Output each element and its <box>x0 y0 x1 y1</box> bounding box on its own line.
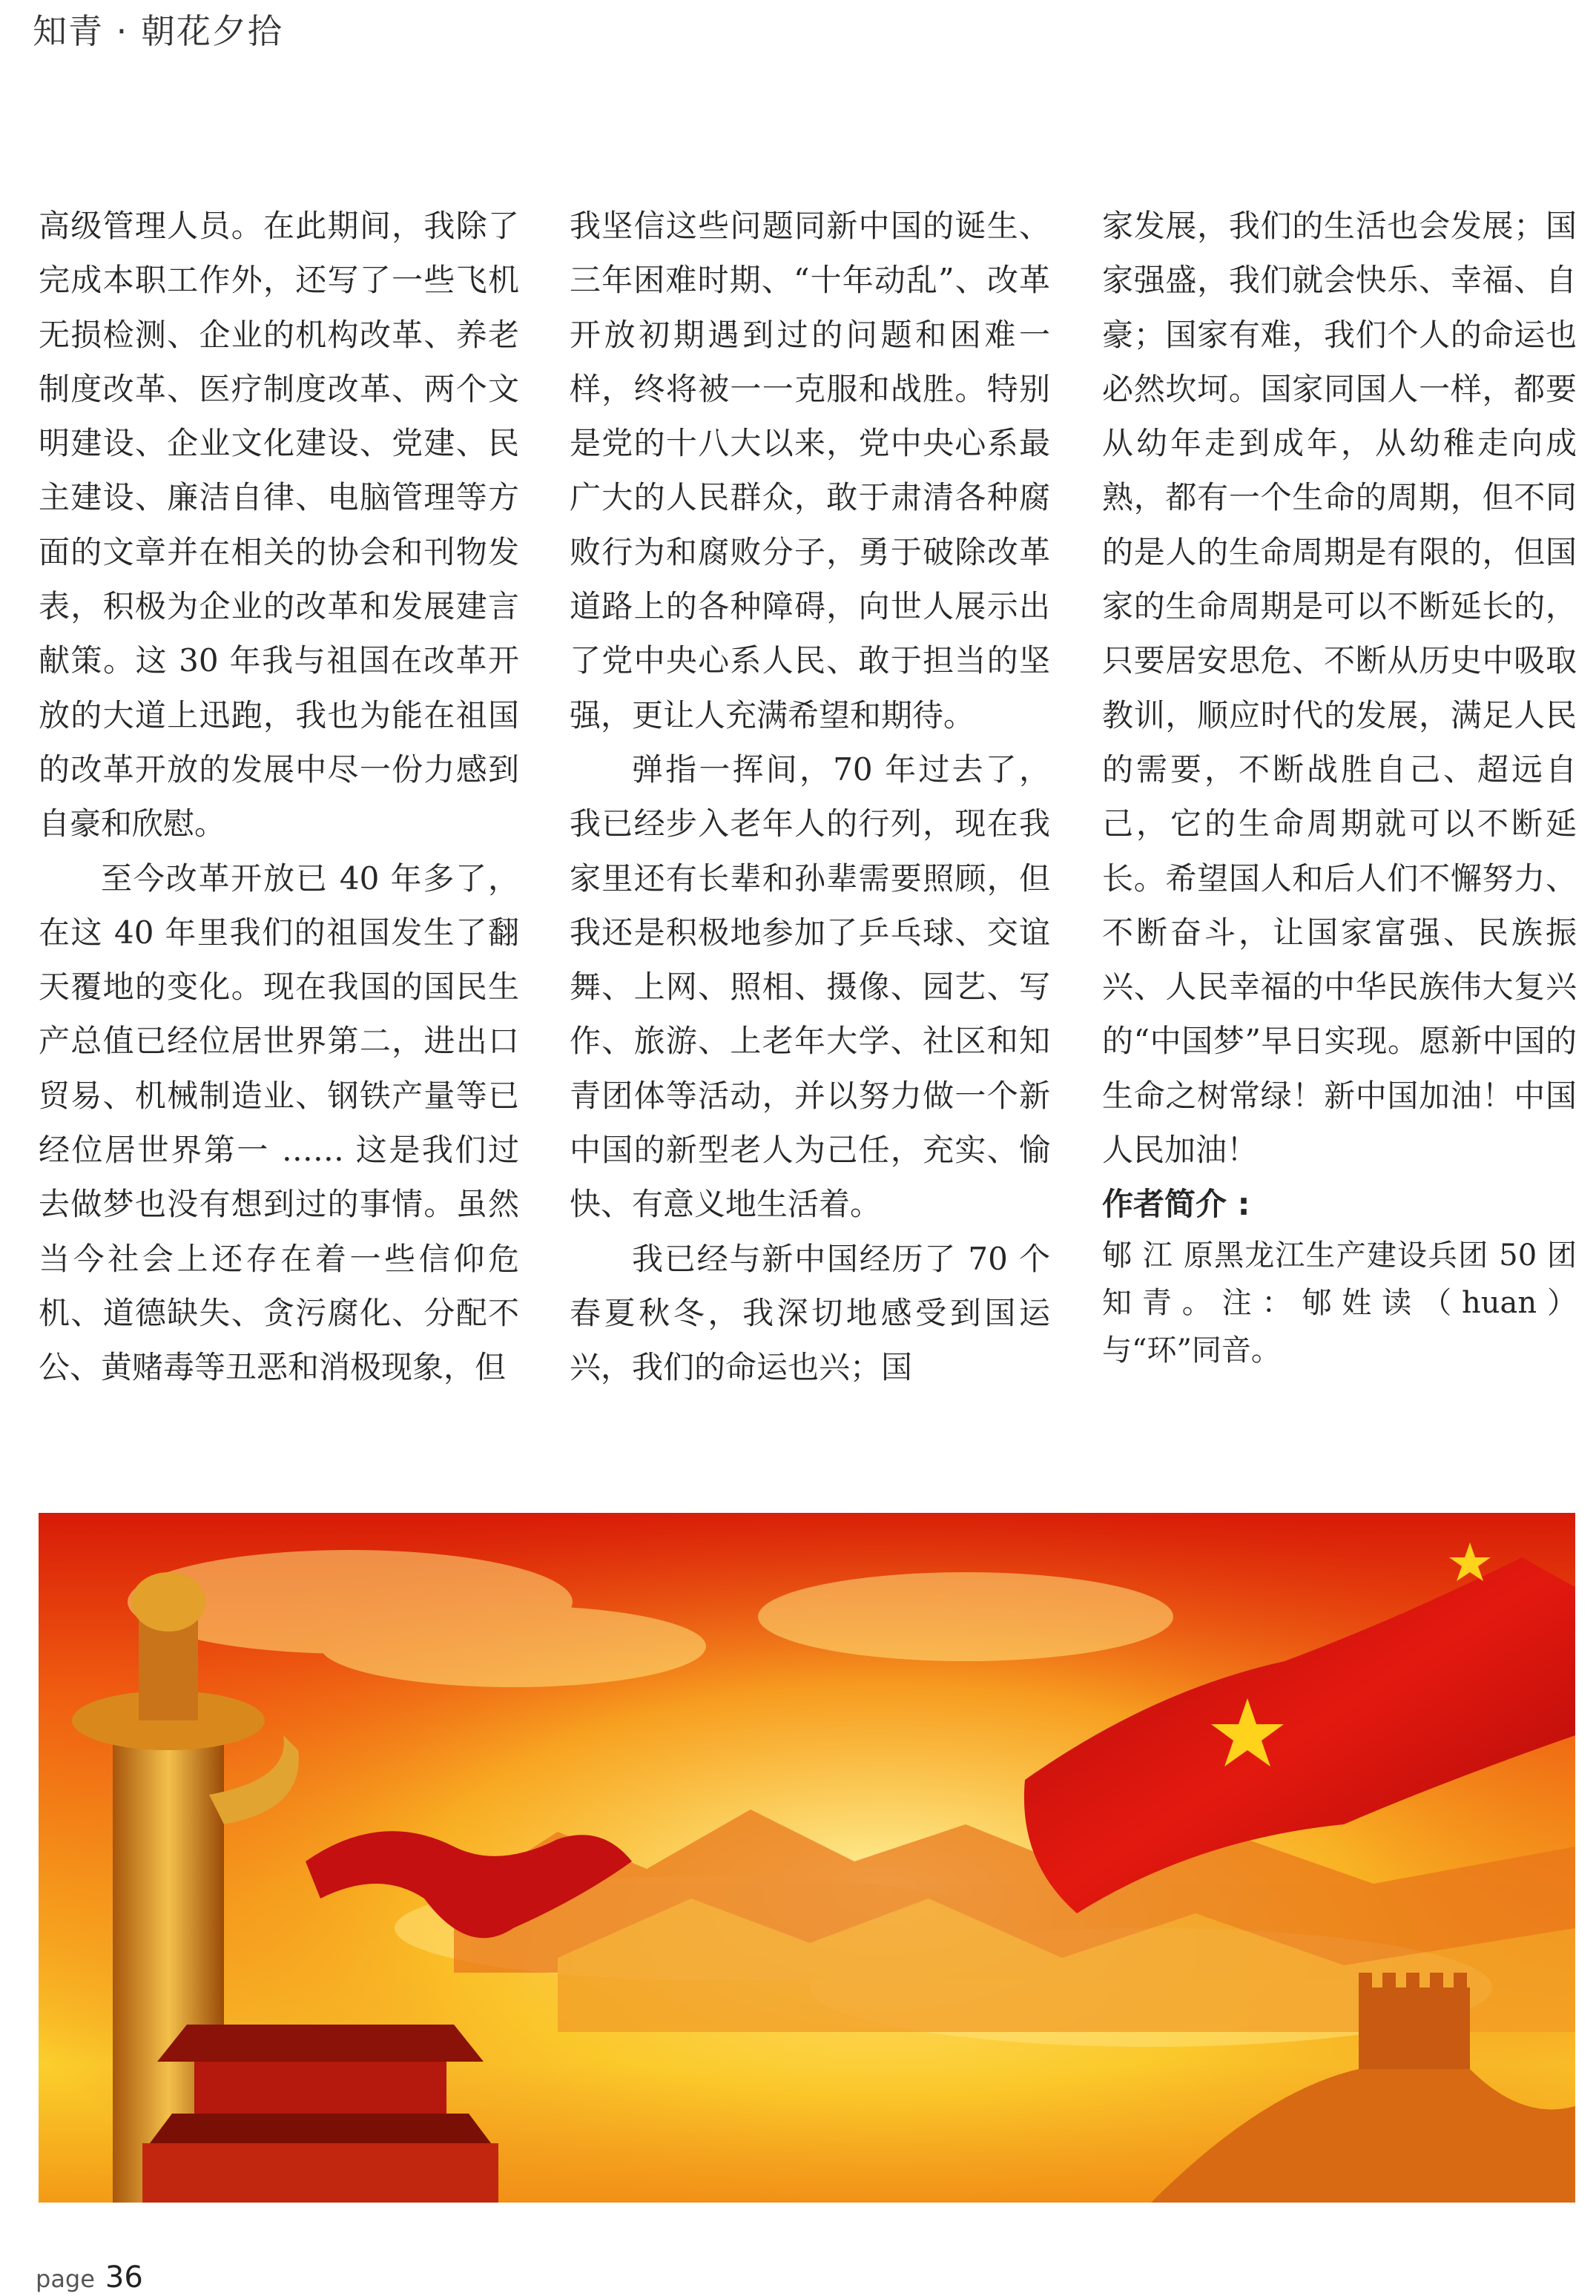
patriotic-banner-image <box>39 1513 1575 2203</box>
paragraph: 家发展，我们的生活也会发展；国家强盛，我们就会快乐、幸福、自豪；国家有难，我们个人的命运也必然坎坷。国家同国人一样，都要从幼年走到成年，从幼稚走向成熟，都有一个生命的周期，但不同的是人的生命周期是有限的，但国家的生命周期是可以不断延长的，只要居安思危、不断从历史中吸取教训，顺应时代的发展，满足人民的需要，不断战胜自己、超远自己，它的生命周期就可以不断延长。希望国人和后人们不懈努力、不断奋斗，让国家富强、民族振兴、人民幸福的中华民族伟大复兴的“中国梦”早日实现。愿新中国的生命之树常绿！新中国加油！中国人民加油！ <box>1102 208 1577 1169</box>
paragraph: 我已经与新中国经历了 70 个春夏秋冬，我深切地感受到国运兴，我们的命运也兴；国 <box>570 1240 1050 1386</box>
paragraph: 至今改革开放已 40 年多了，在这 40 年里我们的祖国发生了翻天覆地的变化。现在我国的国民生产总值已经位居世界第二，进出口贸易、机械制造业、钢铁产量等已经位居世界第一 …… 这是我们过去做梦也没有想到过的事情。虽然当今社会上还存在着一些信仰危机、道德缺失、贪污腐化、分配不公、黄赌毒等丑恶和消极现象，但 <box>39 860 519 1386</box>
page-number: 36 <box>105 2260 143 2295</box>
article-column-2 <box>570 199 1050 1395</box>
author-intro-text: 郇 江 原黑龙江生产建设兵团 50 团知青。注：郇姓读（huan）与“环”同音。 <box>1102 1238 1577 1368</box>
magazine-section-header: 知青 · 朝花夕拾 <box>33 11 283 51</box>
page-label: page <box>36 2265 95 2293</box>
article-column-3 <box>1102 199 1577 1374</box>
author-intro-heading: 作者简介 : <box>1102 1186 1250 1223</box>
paragraph: 我坚信这些问题同新中国的诞生、三年困难时期、“十年动乱”、改革开放初期遇到过的问题和困难一样，终将被一一克服和战胜。特别是党的十八大以来，党中央心系最广大的人民群众，敢于肃清各种腐败行为和腐败分子，勇于破除改革道路上的各种障碍，向世人展示出了党中央心系人民、敢于担当的坚强，更让人充满希望和期待。 <box>570 208 1050 733</box>
article-column-1 <box>39 199 519 1395</box>
paragraph: 高级管理人员。在此期间，我除了完成本职工作外，还写了一些飞机无损检测、企业的机构改革、养老制度改革、医疗制度改革、两个文明建设、企业文化建设、党建、民主建设、廉洁自律、电脑管理等方面的文章并在相关的协会和刊物发表，积极为企业的改革和发展建言献策。这 30 年我与祖国在改革开放的大道上迅跑，我也为能在祖国的改革开放的发展中尽一份力感到自豪和欣慰。 <box>39 208 519 842</box>
banner-illustration <box>39 1513 1575 2203</box>
page-footer <box>36 2260 143 2295</box>
tiananmen-gate <box>142 2025 498 2203</box>
paragraph: 弹指一挥间，70 年过去了，我已经步入老年人的行列，现在我家里还有长辈和孙辈需要照顾，但我还是积极地参加了乒乓球、交谊舞、上网、照相、摄像、园艺、写作、旅游、上老年大学、社区和知青团体等活动，并以努力做一个新中国的新型老人为己任，充实、愉快、有意义地生活着。 <box>570 751 1050 1223</box>
